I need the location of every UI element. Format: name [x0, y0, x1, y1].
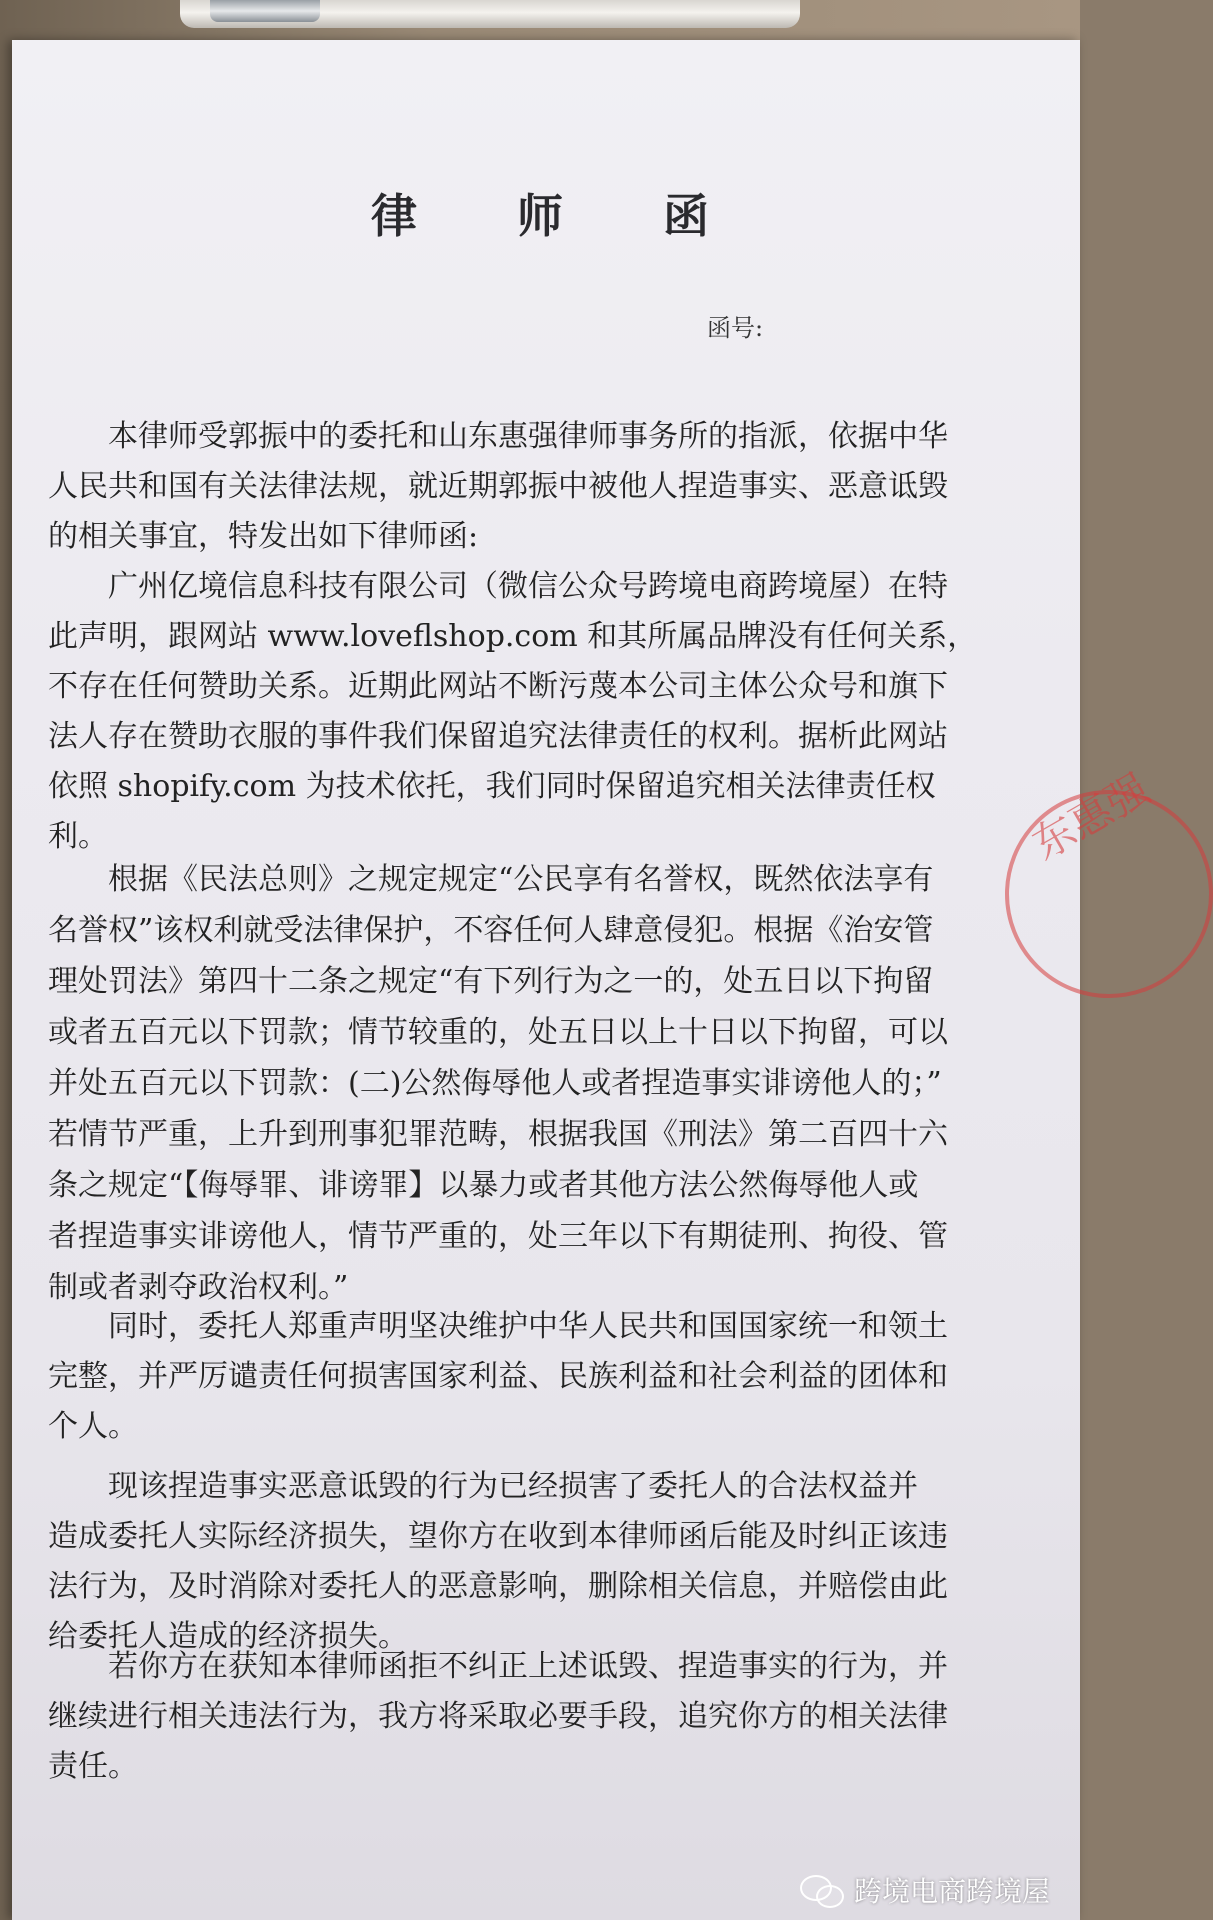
paragraph-3 — [48, 854, 1033, 1313]
text-line: 个人。 — [48, 1409, 138, 1444]
paragraph-2 — [48, 562, 1033, 862]
text-line: 者捏造事实诽谤他人，情节严重的，处三年以下有期徒刑、拘役、管 — [48, 1219, 948, 1254]
document-title: 律 师 函 — [370, 189, 752, 243]
text-line: 同时，委托人郑重声明坚决维护中华人民共和国国家统一和领土 — [108, 1309, 948, 1344]
text-line: 广州亿境信息科技有限公司（微信公众号跨境电商跨境屋）在特 — [108, 569, 948, 604]
text-line: 名誉权”该权利就受法律保护，不容任何人肆意侵犯。根据《治安管 — [48, 913, 934, 948]
text-line: 的相关事宜，特发出如下律师函: — [48, 519, 479, 554]
text-line: 不存在任何赞助关系。近期此网站不断污蔑本公司主体公众号和旗下 — [48, 669, 948, 704]
text-line: 给委托人造成的经济损失。 — [48, 1619, 408, 1654]
paragraph-5 — [48, 1462, 1033, 1662]
text-line: 人民共和国有关法律法规，就近期郭振中被他人捏造事实、恶意诋毁 — [48, 469, 948, 504]
letter-paper — [12, 40, 1080, 1920]
text-line: 理处罚法》第四十二条之规定“有下列行为之一的，处五日以下拘留 — [48, 964, 934, 999]
text-line: 依照 shopify.com 为技术依托，我们同时保留追究相关法律责任权 — [48, 769, 936, 804]
text-line: 本律师受郭振中的委托和山东惠强律师事务所的指派，依据中华 — [108, 419, 948, 454]
text-line: 继续进行相关违法行为，我方将采取必要手段，追究你方的相关法律 — [48, 1699, 948, 1734]
watermark — [800, 1870, 1050, 1910]
text-line: 制或者剥夺政治权利。” — [48, 1270, 349, 1305]
text-line: 根据《民法总则》之规定规定“公民享有名誉权，既然依法享有 — [108, 862, 934, 897]
text-line: 造成委托人实际经济损失，望你方在收到本律师函后能及时纠正该违 — [48, 1519, 948, 1554]
paragraph-1 — [48, 412, 1033, 562]
text-line: 完整，并严厉谴责任何损害国家利益、民族利益和社会利益的团体和 — [48, 1359, 948, 1394]
text-line: 若情节严重，上升到刑事犯罪范畴，根据我国《刑法》第二百四十六 — [48, 1117, 948, 1152]
paragraph-6 — [48, 1642, 1033, 1792]
text-line: 法人存在赞助衣服的事件我们保留追究法律责任的权利。据析此网站 — [48, 719, 948, 754]
text-line: 此声明，跟网站 www.loveflshop.com 和其所属品牌没有任何关系， — [48, 619, 978, 654]
wechat-icon — [800, 1873, 844, 1907]
text-line: 现该捏造事实恶意诋毁的行为已经损害了委托人的合法权益并 — [108, 1469, 918, 1504]
text-line: 或者五百元以下罚款；情节较重的，处五日以上十日以下拘留，可以 — [48, 1015, 948, 1050]
letter-number-label: 函号: — [707, 314, 764, 342]
text-line: 法行为，及时消除对委托人的恶意影响，删除相关信息，并赔偿由此 — [48, 1569, 948, 1604]
text-line: 若你方在获知本律师函拒不纠正上述诋毁、捏造事实的行为，并 — [108, 1649, 948, 1684]
text-line: 条之规定“【侮辱罪、诽谤罪】以暴力或者其他方法公然侮辱他人或 — [48, 1168, 919, 1203]
paragraph-4 — [48, 1302, 1033, 1452]
pen-clip — [210, 0, 320, 22]
text-line: 责任。 — [48, 1749, 138, 1784]
seal-text: 东惠强 — [1024, 763, 1158, 870]
text-line: 利。 — [48, 819, 108, 854]
text-line: 并处五百元以下罚款：(二)公然侮辱他人或者捏造事实诽谤他人的；” — [48, 1066, 942, 1101]
watermark-label: 跨境电商跨境屋 — [854, 1875, 1051, 1908]
